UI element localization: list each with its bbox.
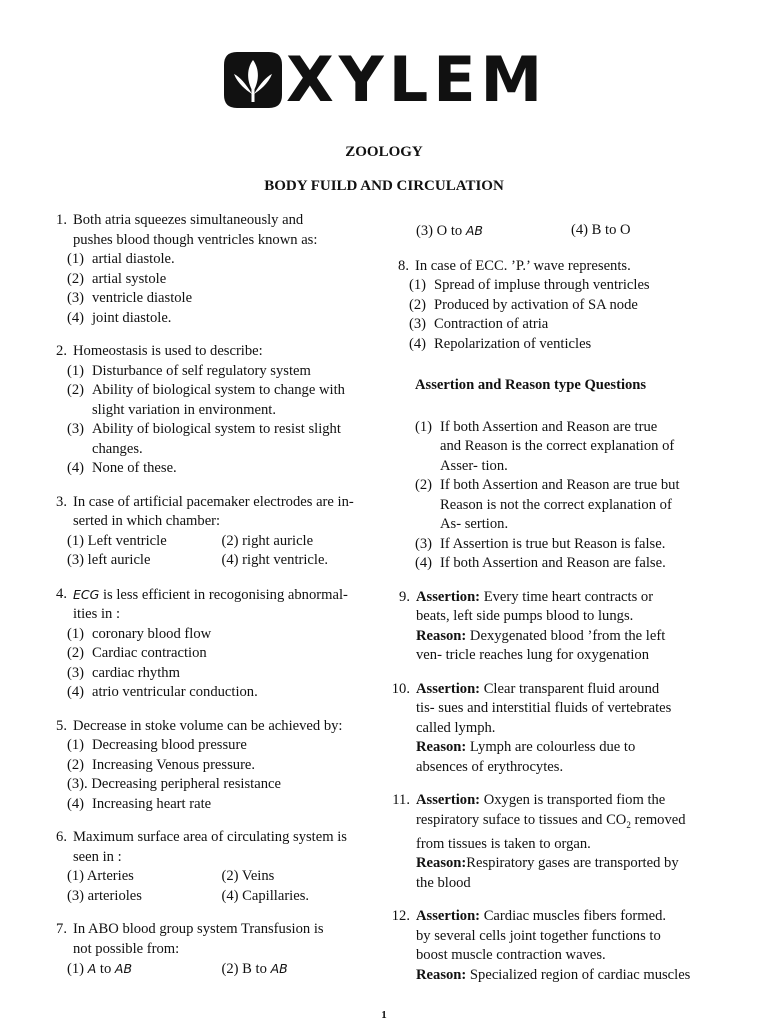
option: (3) left auricle: [67, 552, 151, 568]
assertion-reason-options: (1) If both Assertion and Reason are true and Reason is the correct explanation of Asser- tion. (2) If both Assertion and Reason are true but Reason is not the correct explanation of As- sertion. (3) If Assertion is true but Reason is false. (4) If both Assertion and Reason are false.: [415, 418, 728, 574]
question-3: 3. In case of artificial pacemaker electrodes are in- serted in which chamber:: [56, 493, 354, 529]
subject-heading: ZOOLOGY: [345, 144, 423, 160]
question-3-options: [67, 532, 376, 571]
option: (1) Arteries: [67, 868, 134, 884]
option: (2) right auricle: [221, 532, 314, 549]
option: (2) B to AB: [221, 961, 288, 977]
question-7-options-cont: [416, 221, 728, 242]
option: (1) If both Assertion and Reason are true: [415, 418, 658, 435]
left-column: [46, 211, 376, 980]
option: (4) Capillaries.: [221, 887, 310, 904]
leaf-logo-icon: [224, 52, 282, 108]
ecg-abbrev: ECG: [73, 586, 100, 602]
option: (3) arterioles: [67, 887, 142, 904]
option: (3). Decreasing peripheral resistance: [67, 776, 281, 792]
question-9: 9. Assertion: Every time heart contracts or beats, left side pumps blood to lungs. Reason: Dexygenated blood ’from the left ven- tricle reaches lung for oxygenation: [399, 588, 666, 663]
brand-name: XYLEM: [286, 43, 548, 116]
question-1: 1. Both atria squeezes simultaneously and pushes blood though ventricles known as:: [56, 212, 318, 248]
page-number: 1: [381, 1009, 387, 1021]
question-8: 8. In case of ECC. ’P.’ wave represents.: [398, 257, 631, 274]
question-2: 2. Homeostasis is used to describe:: [56, 343, 263, 359]
option: (3) Ability of biological system to resist slight: [67, 421, 341, 437]
question-4-options: [67, 625, 376, 703]
option: (2) Produced by activation of SA node: [409, 296, 638, 313]
option: (3) ventricle diastole: [67, 290, 193, 306]
assertion-reason-title: Assertion and Reason type Questions: [415, 377, 647, 393]
question-7: 7. In ABO blood group system Transfusion is not possible from:: [56, 921, 324, 957]
question-5: 5. Decrease in stoke volume can be achieved by:: [56, 717, 343, 734]
option: (3) Contraction of atria: [409, 316, 549, 332]
option: (1) A to AB: [67, 961, 133, 977]
question-4: 4. ECG is less efficient in recogonising abnormal- ities in :: [56, 585, 348, 622]
option: (1) Left ventricle: [67, 532, 167, 549]
option: (2) Ability of biological system to change with: [67, 382, 345, 398]
question-12: 12. Assertion: Cardiac muscles fibers formed. by several cells joint together functions to boost muscle contraction waves. Reason: Specialized region of cardiac muscles: [391, 908, 691, 983]
option: (3) cardiac rhythm: [67, 664, 180, 681]
option: (1) artial diastole.: [67, 251, 175, 267]
option: (3) If Assertion is true but Reason is false.: [415, 535, 666, 552]
question-11: 11. Assertion: Oxygen is transported fiom the respiratory suface to tissues and $CO_2$ removed from tissues is taken to organ. Reason:Respiratory gases are transported by the blood: [392, 792, 686, 891]
option: (2) Veins: [221, 868, 275, 884]
xylem-logo: [224, 43, 548, 116]
option: (4) joint diastole.: [67, 309, 172, 326]
question-5-options: [67, 736, 376, 814]
option: (1) coronary blood flow: [67, 625, 212, 642]
question-2-options: (1) Disturbance of self regulatory system (2) Ability of biological system to change with slight variation in environment. (3) Ability of biological system to resist slight changes. (4) None of these.: [67, 362, 376, 479]
option: (2) Increasing Venous pressure.: [67, 756, 256, 773]
option: (4) B to O: [571, 222, 631, 238]
option: (4) Increasing heart rate: [67, 795, 212, 812]
question-1-options: [67, 250, 376, 328]
question-8-options: [409, 276, 728, 354]
option: (2) artial systole: [67, 270, 167, 287]
option: (2) Cardiac contraction: [67, 645, 207, 661]
option: (1) Spread of impluse through ventricles: [409, 277, 650, 293]
option: (4) None of these.: [67, 460, 177, 476]
option: (4) If both Assertion and Reason are false.: [415, 555, 666, 571]
option: (3) O to AB: [416, 223, 483, 239]
question-6-options: [67, 867, 376, 906]
question-10: 10. Assertion: Clear transparent fluid around tis- sues and interstitial fluids of vertebrates called lymph. Reason: Lymph are colourless due to absences of erythrocytes.: [391, 680, 672, 775]
option: (2) If both Assertion and Reason are true but: [415, 477, 680, 493]
option: (1) Disturbance of self regulatory system: [67, 362, 311, 379]
option: (1) Decreasing blood pressure: [67, 737, 247, 753]
option: (4) right ventricle.: [221, 552, 329, 568]
right-column: [388, 221, 728, 985]
question-7-options: [67, 959, 376, 980]
option: (4) atrio ventricular conduction.: [67, 684, 258, 700]
option: (4) Repolarization of venticles: [409, 335, 592, 352]
question-6: 6. Maximum surface area of circulating system is seen in :: [56, 829, 347, 865]
chapter-heading: BODY FUILD AND CIRCULATION: [264, 178, 504, 194]
